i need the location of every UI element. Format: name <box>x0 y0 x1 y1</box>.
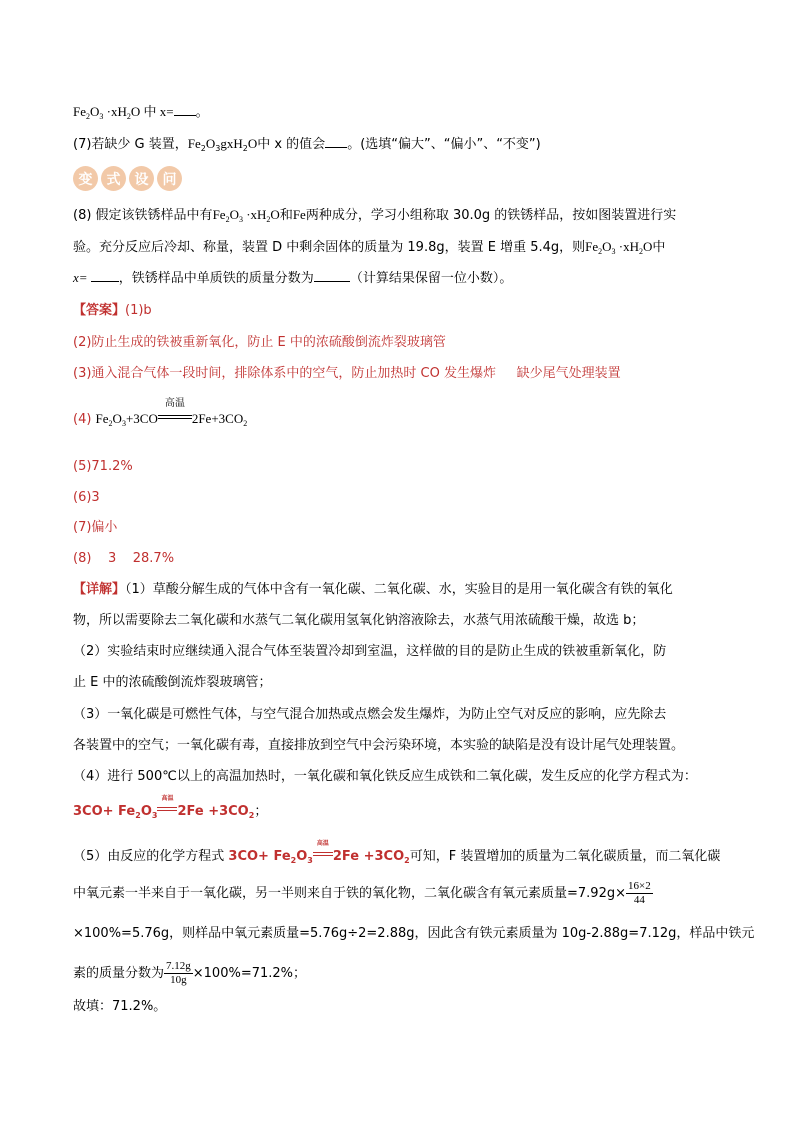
detail-p4-equation: $3CO+ Fe_2O_3$ 高温 $2Fe +3CO_2$； <box>73 795 268 820</box>
badge-char: 式 <box>101 166 126 191</box>
question-8-line-2: 验。充分反应后冷却、称量，装置 D 中剩余固体的质量为 19.8g，装置 E 增重 5.4g，则$Fe_2O_3 \cdot xH_2O$中 <box>73 239 666 256</box>
detail-p5-line4: 素的质量分数为 $\frac{7.12g}{10g}$ ×100%=71.2%； <box>73 960 307 986</box>
detail-p3-line1: （3）一氧化碳是可燃性气体，与空气混合加热或点燃会发生爆炸，为防止空气对反应的影响，应先除去 <box>73 707 667 722</box>
question-7: (7)若缺少 G 装置，$Fe_2O_3gxH_2O$中 x 的值会 。(选填“偏大”、“偏小”、“不变”) <box>73 136 541 153</box>
question-8-line-1: (8) 假定该铁锈样品中有$Fe_2O_3 \cdot xH_2O$和Fe两种成分，学习小组称取 30.0g 的铁锈样品，按如图装置进行实 <box>73 207 677 224</box>
badge-char: 设 <box>129 166 154 191</box>
answer-3: (3)通入混合气体一段时间，排除体系中的空气，防止加热时 CO 发生爆炸 缺少尾气处理装置 <box>73 366 621 381</box>
detail-p5-line5: 故填：71.2%。 <box>73 999 167 1014</box>
badge-char: 问 <box>157 166 182 191</box>
detail-p1-line1: 【详解】（1）草酸分解生成的气体中含有一氧化碳、二氧化碳、水，实验目的是用一氧化碳含有铁的氧化 <box>73 582 673 597</box>
fraction-16x2-over-44: $\frac{16\times 2}{44}$ <box>627 880 651 906</box>
detail-p5-line3: ×100%=5.76g，则样品中氧元素质量=5.76g÷2=2.88g，因此含有铁元素质量为 10g-2.88g=7.12g，样品中铁元 <box>73 926 755 941</box>
answer-8: (8) 3 28.7% <box>73 551 175 566</box>
answer-2: (2)防止生成的铁被重新氧化，防止 E 中的浓硫酸倒流炸裂玻璃管 <box>73 335 446 350</box>
detail-p1-line2: 物，所以需要除去二氧化碳和水蒸气二氧化碳用氢氧化钠溶液除去，水蒸气用浓硫酸干燥，故选 b； <box>73 613 645 628</box>
detail-p2-line2: 止 E 中的浓硫酸倒流炸裂玻璃管； <box>73 675 272 690</box>
fraction-712-over-10: $\frac{7.12g}{10g}$ <box>166 960 191 986</box>
detail-label: 【详解】 <box>73 582 126 597</box>
question-6-tail: $Fe_2O_3 \cdot xH_2O$ 中 x= 。 <box>73 104 209 121</box>
variant-question-badge <box>73 166 182 191</box>
detail-p5-line1: （5）由反应的化学方程式 $3CO+ Fe_2O_3$ 高温 $2Fe +3CO_2$可知，F 装置增加的质量为二氧化碳质量，而二氧化碳 <box>73 840 721 865</box>
detail-p5-line2: 中氧元素一半来自于一氧化碳，另一半则来自于铁的氧化物，二氧化碳含有氧元素质量=7.92g× $\frac{16\times 2}{44}$ <box>73 880 651 906</box>
answer-1: 【答案】(1)b <box>73 303 152 318</box>
question-8-line-3: x= ，铁锈样品中单质铁的质量分数为 （计算结果保留一位小数）。 <box>73 270 513 286</box>
badge-char: 变 <box>73 166 98 191</box>
answer-6: (6)3 <box>73 490 100 505</box>
answer-label: 【答案】 <box>73 303 126 318</box>
detail-p4-line1: （4）进行 500℃以上的高温加热时，一氧化碳和氧化铁反应生成铁和二氧化碳，发生反应的化学方程式为： <box>73 769 697 784</box>
detail-p3-line2: 各装置中的空气；一氧化碳有毒，直接排放到空气中会污染环境，本实验的缺陷是没有设计尾气处理装置。 <box>73 738 685 753</box>
answer-5: (5)71.2% <box>73 459 133 474</box>
detail-p2-line1: （2）实验结束时应继续通入混合气体至装置冷却到室温，这样做的目的是防止生成的铁被重新氧化，防 <box>73 644 667 659</box>
answer-4: (4) $Fe_2O_3+3CO$ 高温 $2Fe+3CO_2$ <box>73 398 248 428</box>
answer-7: (7)偏小 <box>73 520 118 535</box>
